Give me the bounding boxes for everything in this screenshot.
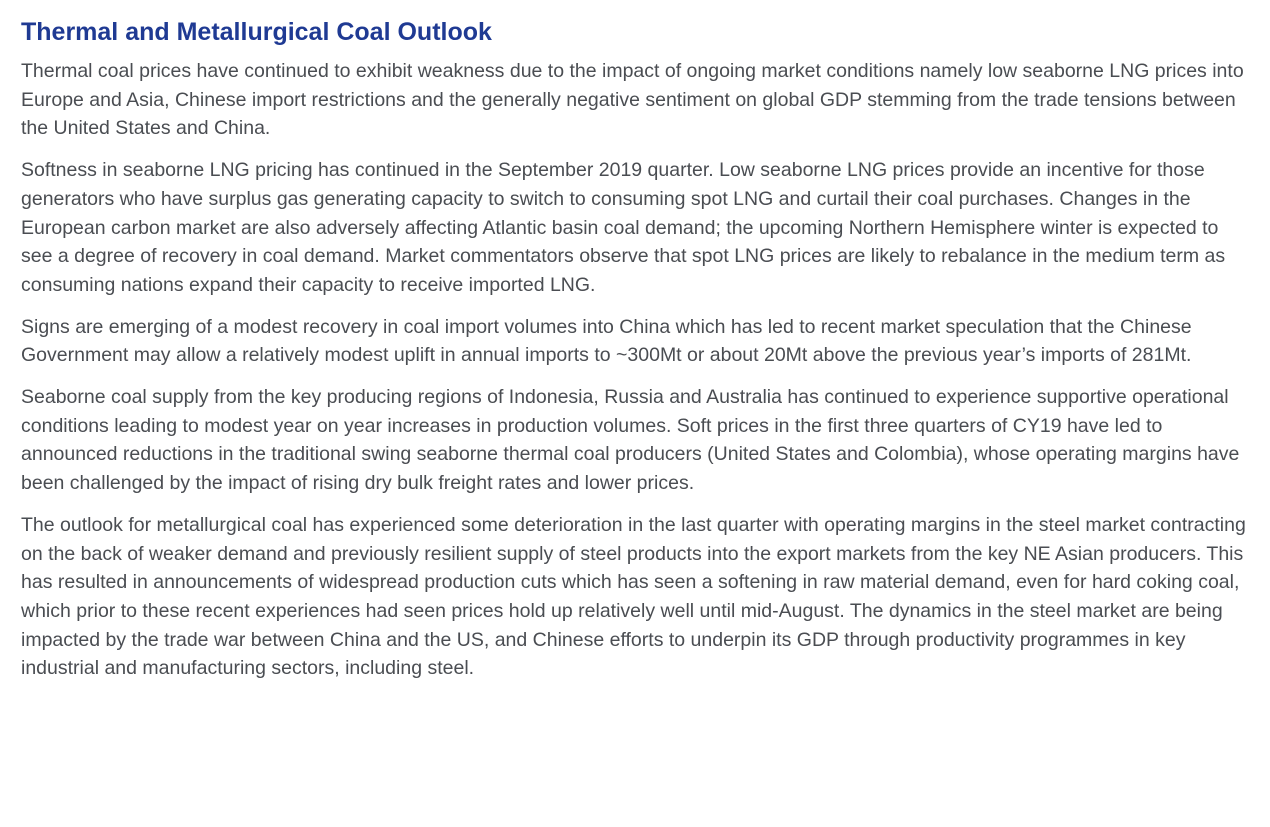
paragraph-lng-pricing: Softness in seaborne LNG pricing has continued in the September 2019 quarter. Low seaborne LNG prices provide an incentive for those generators who have surplus gas generating capacity to switch to consuming spot LNG and curtail their coal purchases. Changes in the European carbon market are also adversely affecting Atlantic basin coal demand; the upcoming Northern Hemisphere winter is expected to see a degree of recovery in coal demand. Market commentators observe that spot LNG prices are likely to rebalance in the medium term as consuming nations expand their capacity to receive imported LNG. [21,159,1226,296]
paragraph-thermal-prices: Thermal coal prices have continued to exhibit weakness due to the impact of ongoing market conditions namely low seaborne LNG prices into Europe and Asia, Chinese import restrictions and the generally negative sentiment on global GDP stemming from the trade tensions between the United States and China. [21,60,1244,140]
paragraph-metallurgical-outlook: The outlook for metallurgical coal has experienced some deterioration in the last quarter with operating margins in the steel market contracting on the back of weaker demand and previously resilient supply of steel products into the export markets from the key NE Asian producers. This has resulted in announcements of widespread production cuts which has seen a softening in raw material demand, even for hard coking coal, which prior to these recent experiences had seen prices hold up relatively well until mid-August. The dynamics in the steel market are being impacted by the trade war between China and the US, and Chinese efforts to underpin its GDP through productivity programmes in key industrial and manufacturing sectors, including steel. [21,513,1246,680]
paragraph-seaborne-supply: Seaborne coal supply from the key producing regions of Indonesia, Russia and Australia has continued to experience supportive operational conditions leading to modest year on year increases in production volumes. Soft prices in the first three quarters of CY19 have led to announced reductions in the traditional swing seaborne thermal coal producers (United States and Colombia), whose operating margins have been challenged by the impact of rising dry bulk freight rates and lower prices. [21,386,1240,495]
section-title: Thermal and Metallurgical Coal Outlook [21,18,492,46]
paragraph-china-imports: Signs are emerging of a modest recovery in coal import volumes into China which has led to recent market speculation that the Chinese Government may allow a relatively modest uplift in annual imports to ~300Mt or about 20Mt above the previous year’s imports of 281Mt. [21,315,1192,367]
